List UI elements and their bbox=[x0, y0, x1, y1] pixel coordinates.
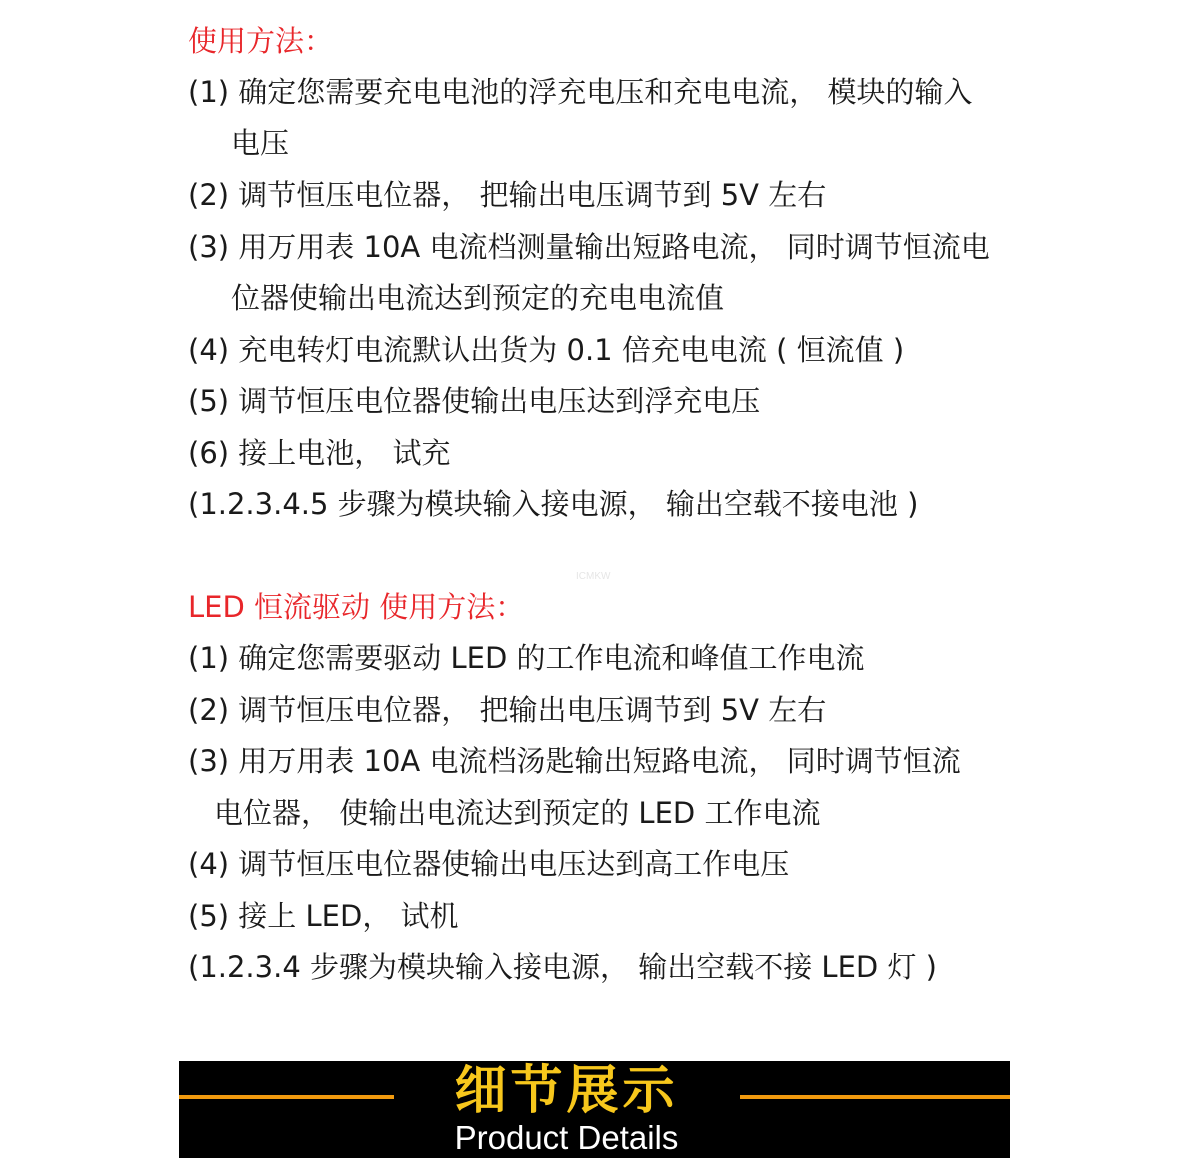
instruction-line: (5) 调节恒压电位器使输出电压达到浮充电压 bbox=[188, 384, 761, 418]
instruction-line: 电位器， 使输出电流达到预定的 LED 工作电流 bbox=[214, 796, 821, 830]
instruction-note: (1.2.3.4.5 步骤为模块输入接电源， 输出空载不接电池 ) bbox=[188, 487, 919, 521]
instruction-line: 电压 bbox=[231, 126, 290, 160]
instruction-line: (3) 用万用表 10A 电流档测量输出短路电流， 同时调节恒流电 bbox=[188, 230, 990, 264]
instruction-line: (4) 充电转灯电流默认出货为 0.1 倍充电电流 ( 恒流值 ) bbox=[188, 333, 905, 367]
instruction-line: (4) 调节恒压电位器使输出电压达到高工作电压 bbox=[188, 847, 790, 881]
banner-subtitle: Product Details bbox=[454, 1119, 679, 1156]
instruction-line: (2) 调节恒压电位器， 把输出电压调节到 5V 左右 bbox=[188, 178, 827, 212]
instruction-line: (2) 调节恒压电位器， 把输出电压调节到 5V 左右 bbox=[188, 693, 827, 727]
instruction-line: (6) 接上电池， 试充 bbox=[188, 436, 451, 470]
section-heading-usage: 使用方法： bbox=[188, 24, 334, 58]
instruction-line: (1) 确定您需要充电电池的浮充电压和充电电流， 模块的输入 bbox=[188, 75, 973, 109]
watermark: ICMKW bbox=[576, 571, 611, 582]
instruction-line: (3) 用万用表 10A 电流档汤匙输出短路电流， 同时调节恒流 bbox=[188, 744, 961, 778]
instruction-line: (1) 确定您需要驱动 LED 的工作电流和峰值工作电流 bbox=[188, 641, 865, 675]
product-details-banner bbox=[179, 1061, 1010, 1158]
banner-title: 细节展示 bbox=[454, 1061, 679, 1121]
section-heading-led: LED 恒流驱动 使用方法： bbox=[188, 590, 525, 624]
instruction-note: (1.2.3.4 步骤为模块输入接电源， 输出空载不接 LED 灯 ) bbox=[188, 950, 937, 984]
instruction-line: (5) 接上 LED， 试机 bbox=[188, 899, 459, 933]
instruction-line: 位器使输出电流达到预定的充电电流值 bbox=[231, 281, 725, 315]
